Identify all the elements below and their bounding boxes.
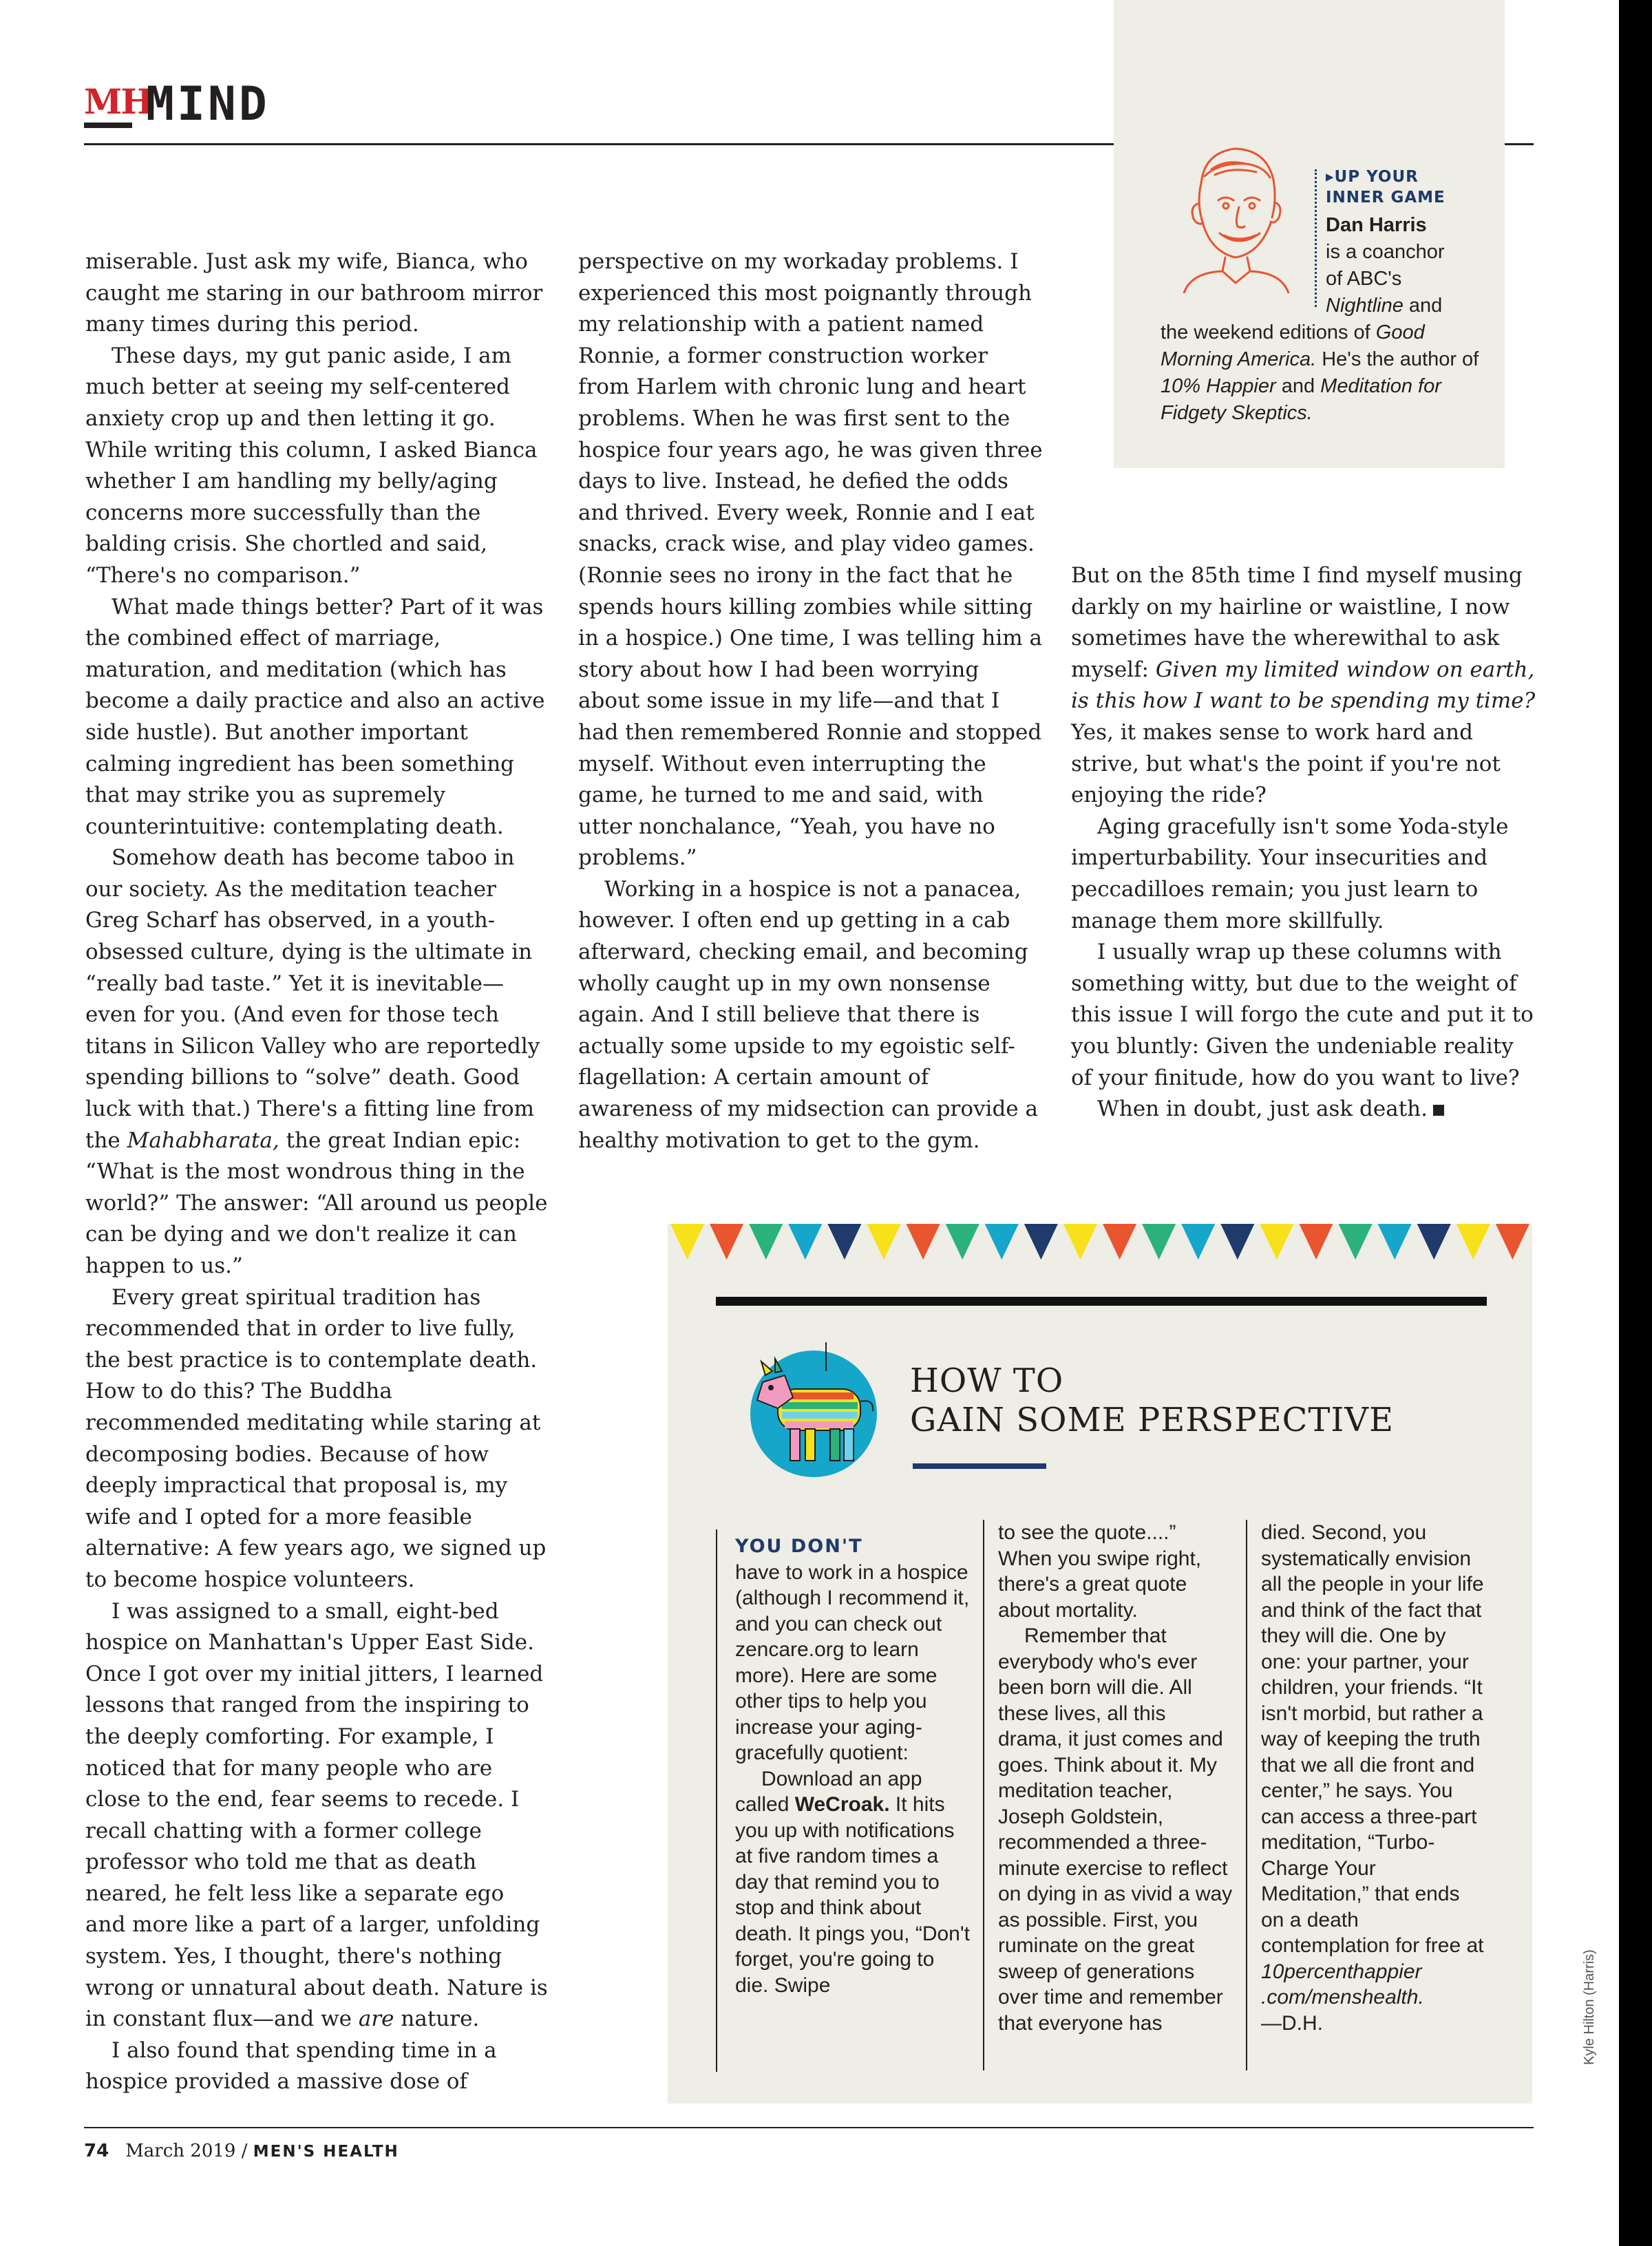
bunting-flag (907, 1224, 940, 1260)
bunting-flag (1339, 1224, 1373, 1260)
bunting-flag (867, 1224, 900, 1260)
article-paragraph: Every great spiritual tradition has recommended that in order to live fully, the best practice is to contemplate death. How to do this? The Buddha recommended meditating while staring at decomposing bodies. Because of how deeply impractical that proposal is, my wife and I opted for a more feasible alternative: A few years ago, we signed up to become hospice volunteers. (85, 1284, 547, 1592)
article-paragraph: These days, my gut panic aside, I am much better at seeing my self-centered anxiety crop up and then letting it go. While writing this column, I asked Bianca whether I am handling my belly/aging concerns more successfully than the balding crisis. She chortled and said, “There's no comparison.” (85, 343, 538, 588)
bunting-flag (1024, 1224, 1058, 1260)
author-bio-show2: Good Morning America. (1161, 321, 1425, 370)
sidebar-signature: —D.H. (1261, 2011, 1323, 2035)
sidebar-column-rule (1246, 1520, 1247, 2070)
author-bio-line4: the weekend editions of (1161, 321, 1376, 343)
sidebar-text: It hits you up with notifications at five random times a day that remind you to stop and think about death. It pings you, “Don't forget, you're going to die. Swipe (735, 1793, 970, 1997)
bunting-flag (1378, 1224, 1412, 1260)
page-number: 74 (84, 2141, 109, 2161)
sidebar-paragraph: Remember that everybody who's ever been born will die. All these lives, all this drama, it just comes and goes. Think about it. My meditation teacher, Joseph Goldstein, recommended a three-minute exercise to reflect on dying in as vivid a way as possible. First, you ruminate on the great sweep of generations over time and remember that everyone has (998, 1624, 1233, 2035)
article-text: I was assigned to a small, eight-bed hospice on Manhattan's Upper East Side. Once I got over my initial jitters, I learned lessons that ranged from the inspiring to the deeply comforting. For example, I noticed that for many people who are close to the end, fear seems to recede. I recall chatting with a former college professor who told me that as death neared, he felt less like a separate ego and more like a part of a larger, unfolding system. Yes, I thought, there's nothing wrong or unnatural about death. Nature is in constant flux—and we (85, 1598, 548, 2032)
article-paragraph (85, 1596, 551, 2035)
article-text: nature. (401, 2006, 480, 2032)
author-bio-line1: is a coanchor (1326, 241, 1445, 263)
author-bio-and: and (1403, 295, 1443, 317)
column-tag (1326, 167, 1446, 208)
magazine-name: MEN'S HEALTH (253, 2143, 399, 2161)
page-footer (84, 2141, 399, 2161)
sidebar-kicker: YOU DON'T (735, 1536, 863, 1557)
bunting-flag (985, 1224, 1019, 1260)
sidebar-column-1 (735, 1534, 971, 1998)
article-paragraph: I also found that spending time in a hospice provided a massive dose of (85, 2037, 497, 2095)
article-paragraph: perspective on my workaday problems. I experienced this most poignantly through my relationship with a patient named Ronnie, a former construction worker from Harlem with chronic lung and heart problems. When he was first sent to the hospice four years ago, he was given three days to live. Instead, he defied the odds and thrived. Every week, Ronnie and I eat snacks, crack wise, and play video games. (Ronnie sees no irony in the fact that he spends hours killing zombies while sitting in a hospice.) One time, I was telling him a story about how I had been worrying about some issue in my life—and that I had then remembered Ronnie and stopped myself. Without even interrupting the game, he turned to me and said, with utter nonchalance, “Yeah, you have no problems.” (578, 249, 1043, 871)
author-bio-and2: and (1275, 375, 1321, 397)
bunting-flag (827, 1224, 861, 1260)
article-paragraph: Aging gracefully isn't some Yoda-style imperturbability. Your insecurities and peccadilloes remain; you just learn to manage them more skillfully. (1071, 814, 1509, 933)
column-tag-line1: ▸UP YOUR (1326, 168, 1419, 186)
sidebar-column-rule (716, 1529, 717, 2072)
sidebar-paragraph: to see the quote....” When you swipe right, there's a great quote about mortality. (998, 1521, 1202, 1622)
sidebar-column-2 (998, 1520, 1233, 2036)
article-paragraph: I usually wrap up these columns with something witty, but due to the weight of this issue I will forgo the cute and put it to you bluntly: Given the undeniable reality of your finitude, how do you want to live? (1071, 940, 1534, 1090)
sidebar-paragraph (735, 1766, 971, 1999)
bunting-flag (1142, 1224, 1176, 1260)
bunting-flag (946, 1224, 979, 1260)
sidebar-column-rule (983, 1520, 984, 2070)
sidebar-title-line1: HOW TO (910, 1362, 1064, 1400)
sidebar-title (910, 1362, 1394, 1440)
sidebar-paragraph: died. Second, you systematically envision all the people in your life and think of the fact that they will die. One by one: your partner, your children, your friends. “It isn't morbid, but rather a way of keeping the truth that we all die front and center,” he says. You can access a three-part meditation, “Turbo-Charge Your Meditation,” that ends on a death contemplation for free at (1261, 1521, 1484, 1957)
article-column-3 (1071, 560, 1536, 1125)
pinata-icon (730, 1342, 895, 1480)
article-column-1 (85, 246, 551, 2098)
bunting-flag (670, 1224, 704, 1260)
issue-date: March 2019 / (125, 2141, 253, 2161)
sidebar-url: 10percenthappier .com/menshealth. (1261, 1960, 1424, 2009)
article-text: But on the 85th time I find myself musing darkly on my hairline or waistline, I now sometimes have the wherewithal to ask myself: (1071, 563, 1523, 682)
article-italic: Given my limited window on earth, is this how I want to be spending my time? (1071, 657, 1536, 714)
bunting-flag (1103, 1224, 1136, 1260)
article-text: the great Indian epic: “What is the most wondrous thing in the world?” The answer: “All around us people can be dying and we don't realize it can happen to us.” (85, 1127, 548, 1278)
sidebar-title-rule (913, 1463, 1046, 1469)
bunting-flag (1457, 1224, 1490, 1260)
footer-rule (84, 2127, 1534, 2128)
sidebar-column-3 (1261, 1520, 1488, 2036)
article-text: Yes, it makes sense to work hard and strive, but what's the point if you're not enjoying the ride? (1071, 719, 1501, 808)
author-bio-book2: Meditation for Fidgety Skeptics. (1161, 375, 1441, 424)
article-paragraph: miserable. Just ask my wife, Bianca, who caught me staring in our bathroom mirror many times during this period. (85, 249, 543, 337)
illustration-credit: Kyle Hilton (Harris) (1582, 1949, 1597, 2065)
bunting-flag (1260, 1224, 1293, 1260)
article-paragraph (85, 843, 551, 1282)
article-text: Somehow death has become taboo in our society. As the meditation teacher Greg Scharf has observed, in a youth-obsessed culture, dying is the ultimate in “really bad taste.” Yet it is inevitable—even for you. (And even for those tech titans in Silicon Valley who are reportedly spending billions to “solve” death. Good luck with that.) There's a fitting line from the (85, 845, 540, 1153)
author-bio-line5: He's the author of (1316, 348, 1479, 370)
bunting-flag (749, 1224, 783, 1260)
author-bio-show1: Nightline (1326, 295, 1404, 317)
article-paragraph: What made things better? Part of it was the combined effect of marriage, maturation, and meditation (which has become a daily practice and also an active side hustle). But another important calming ingredient has been something that may strike you as supremely counterintuitive: contemplating death. (85, 594, 545, 839)
article-paragraph: Working in a hospice is not a panacea, however. I often end up getting in a cab afterward, checking email, and becoming wholly caught up in my own nonsense again. And I still believe that there is actually some upside to my egoistic self-flagellation: A certain amount of awareness of my midsection can provide a healthy motivation to get to the gym. (578, 876, 1038, 1153)
article-italic: Mahabharata, (127, 1127, 279, 1153)
sidebar-link (1261, 1959, 1488, 2011)
article-paragraph (1071, 1094, 1536, 1125)
sidebar-text: Download an app called (735, 1767, 922, 1816)
author-bio-book1: 10% Happier (1161, 375, 1276, 397)
app-name: WeCroak. (794, 1793, 890, 1816)
bunting-flag (1496, 1224, 1529, 1260)
bunting-flag (1063, 1224, 1097, 1260)
article-paragraph (1071, 560, 1536, 812)
article-text: When in doubt, just ask death. (1097, 1096, 1428, 1122)
author-bio (1161, 212, 1484, 427)
bunting-flag (1299, 1224, 1333, 1260)
article-column-2 (578, 246, 1044, 1156)
author-name: Dan Harris (1326, 214, 1427, 236)
end-mark (1433, 1105, 1444, 1116)
author-bio-line2: of ABC's (1326, 268, 1402, 290)
page-edge (1619, 0, 1652, 2246)
logo-underline (84, 123, 132, 128)
bunting-flag (1417, 1224, 1451, 1260)
bunting-decoration (668, 1224, 1532, 1264)
article-italic: are (358, 2006, 394, 2032)
bunting-flag (710, 1224, 743, 1260)
sidebar-paragraph: have to work in a hospice (although I recommend it, and you can check out zencare.org to learn more). Here are some other tips to help you increase your aging-gracefully quotient: (735, 1560, 970, 1764)
bunting-flag (788, 1224, 822, 1260)
sidebar-title-line2: GAIN SOME PERSPECTIVE (910, 1401, 1395, 1439)
bunting-flag (1181, 1224, 1215, 1260)
magazine-logo: MH (84, 81, 152, 122)
sidebar-top-rule (716, 1297, 1487, 1306)
section-title: MIND (146, 77, 270, 131)
bunting-flag (1220, 1224, 1254, 1260)
column-tag-line2: INNER GAME (1326, 189, 1446, 206)
